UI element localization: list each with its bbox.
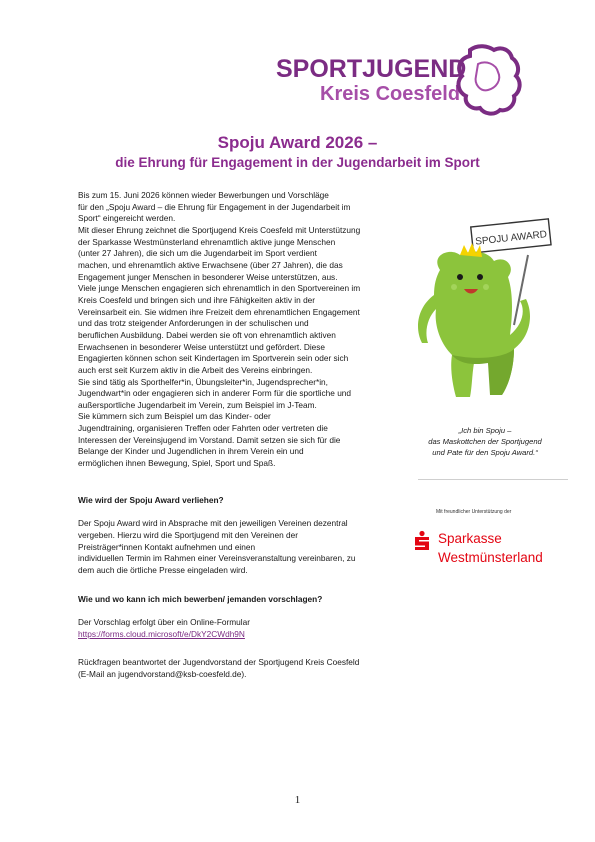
text-line: Viele junge Menschen engagieren sich ehrenamtlich in den Sportvereinen im bbox=[78, 283, 361, 294]
text-line: Sie sind tätig als Sporthelfer*in, Übungsleiter*in, Jugendsprecher*in, bbox=[78, 376, 328, 387]
text-line: beruflichen Ausbildung. Dabei werden sie oft von ehrenamtlich aktiven bbox=[78, 329, 336, 340]
page-subtitle: die Ehrung für Engagement in der Jugendarbeit im Sport bbox=[115, 155, 480, 170]
online-form-link[interactable]: https://forms.cloud.microsoft/e/DkY2CWdh9N bbox=[78, 628, 245, 639]
section-question: Wie wird der Spoju Award verliehen? bbox=[78, 495, 224, 505]
text-line: dem auch die örtliche Presse eingeladen wird. bbox=[78, 564, 248, 575]
text-line: Engagierten können schon seit Kindertagen im Sportverein sein oder sich bbox=[78, 353, 349, 364]
text-line: individuellen Termin im Rahmen einer Vereinsveranstaltung vereinbaren, zu bbox=[78, 553, 356, 564]
logo-title: SPORTJUGEND bbox=[276, 55, 467, 83]
text-line: Belange der Kinder und Jugendlichen in ihrem Verein ein und bbox=[78, 446, 304, 457]
section-contact bbox=[78, 657, 558, 680]
text-line: Jugendwart*in oder engagieren sich in anderer Form für die sportliche und bbox=[78, 388, 352, 399]
text-line: Sie kümmern sich zum Beispiel um das Kinder- oder bbox=[78, 411, 271, 422]
caption-line: „Ich bin Spoju – bbox=[458, 426, 512, 435]
text-line: Bis zum 15. Juni 2026 können wieder Bewerbungen und Vorschläge bbox=[78, 190, 329, 200]
text-line: (E-Mail an jugendvorstand@ksb-coesfeld.de). bbox=[78, 668, 247, 679]
section-application bbox=[78, 594, 558, 641]
caption-line: das Maskottchen der Sportjugend bbox=[428, 437, 542, 446]
text-line: Kreis Coesfeld und bringen sich und ihre Fähigkeiten aktiv in der bbox=[78, 294, 316, 305]
text-line: Engagement junger Menschen in besonderer Weise unterstützen, aus. bbox=[78, 271, 338, 282]
text-line: Rückfragen beantwortet der Jugendvorstand der Sportjugend Kreis Coesfeld bbox=[78, 657, 360, 667]
section-question: Wie und wo kann ich mich bewerben/ jemanden vorschlagen? bbox=[78, 594, 323, 604]
text-line: Preisträger*innen Kontakt aufnehmen und einen bbox=[78, 541, 256, 552]
text-line: Mit dieser Ehrung zeichnet die Sportjugend Kreis Coesfeld mit Unterstützung bbox=[78, 224, 361, 235]
text-line: (unter 27 Jahren), die sich um die Jugendarbeit im Sport verdient bbox=[78, 248, 317, 259]
district-map-icon bbox=[448, 40, 528, 120]
text-line: und das trotz steigender Anforderungen in der schulischen und bbox=[78, 318, 309, 329]
text-line: Jugendtraining, organisieren Treffen oder Fahrten oder vertreten die bbox=[78, 423, 328, 434]
text-line: Erwachsenen in besonderer Weise unterstützt und gefördert. Diese bbox=[78, 341, 326, 352]
support-text: Mit freundlicher Unterstützung der bbox=[436, 509, 512, 515]
text-line: ermöglichen ihnen Bewegung, Spiel, Sport und Spaß. bbox=[78, 458, 276, 469]
sponsor-name-line2: Westmünsterland bbox=[438, 550, 543, 565]
page-title: Spoju Award 2026 – bbox=[217, 133, 378, 152]
text-line: auch erst seit Kurzem aktiv in die Arbeit des Vereins einbringen. bbox=[78, 364, 313, 375]
text-line: Der Vorschlag erfolgt über ein Online-Formular bbox=[78, 617, 251, 628]
mascot-caption bbox=[400, 425, 570, 458]
caption-line: und Pate für den Spoju Award.“ bbox=[432, 448, 538, 457]
spacer bbox=[78, 606, 558, 618]
page-number: 1 bbox=[294, 794, 301, 806]
intro-text bbox=[78, 190, 396, 470]
mascot-spoju-image bbox=[410, 215, 560, 415]
text-line: außersportliche Jugendarbeit im Verein, zum Beispiel im J-Team. bbox=[78, 399, 317, 410]
text-line: Vereinsarbeit ein. Sie widmen ihre Freizeit dem ehrenamtlichen Engagement bbox=[78, 306, 360, 317]
text-line: Sport“ eingereicht werden. bbox=[78, 213, 176, 224]
divider bbox=[418, 479, 568, 480]
mascot-sign-text: SPOJU AWARD bbox=[474, 229, 548, 248]
text-line: Der Spoju Award wird in Absprache mit den jeweiligen Vereinen dezentral bbox=[78, 518, 348, 529]
text-line: machen, und ehrenamtlich aktive Erwachsene (über 27 Jahren), die das bbox=[78, 259, 343, 270]
text-line: für den „Spoju Award – die Ehrung für Engagement in der Jugendarbeit im bbox=[78, 201, 351, 212]
text-line: der Sparkasse Westmünsterland ehrenamtlich aktive junge Menschen bbox=[78, 236, 336, 247]
sparkasse-logo-icon bbox=[412, 530, 432, 552]
text-line: Interessen der Vereinsjugend im Vorstand. Damit setzen sie sich für die bbox=[78, 434, 341, 445]
sponsor-name-line1: Sparkasse bbox=[438, 531, 502, 546]
logo-subtitle: Kreis Coesfeld bbox=[320, 83, 461, 105]
text-line: vergeben. Hierzu wird die Sportjugend mit den Vereinen der bbox=[78, 529, 298, 540]
